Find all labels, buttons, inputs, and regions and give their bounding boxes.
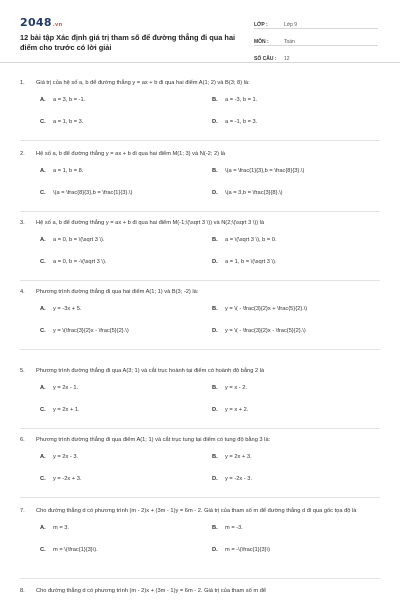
question-number: 6. (20, 437, 25, 443)
option-d[interactable] (212, 476, 252, 482)
logo-text: 2048 (20, 16, 52, 29)
document-header (0, 0, 400, 63)
option-letter: D. (212, 259, 218, 265)
option-text: m = -\(\frac{1}{3}\) (225, 547, 271, 553)
question-divider (20, 497, 380, 498)
question-body: Hệ số a, b để đường thẳng y = ax + b đi qua hai điểm M(1; 3) và N(-2; 2) là (36, 151, 226, 157)
option-text: y = x + 2. (225, 407, 249, 413)
option-letter: B. (212, 97, 218, 103)
option-text: y = 2x + 1. (53, 407, 80, 413)
answer-options (0, 454, 400, 488)
option-letter: B. (212, 306, 218, 312)
option-a[interactable] (40, 385, 78, 391)
option-text: y = \( - \frac{3}{2}x + \frac{5}{2}.\) (225, 306, 308, 312)
question-3 (0, 218, 400, 271)
question-text (20, 149, 372, 159)
option-a[interactable] (40, 168, 83, 174)
question-divider (20, 280, 380, 281)
question-number: 7. (20, 508, 25, 514)
option-letter: C. (40, 476, 46, 482)
question-text (20, 78, 372, 88)
option-letter: C. (40, 328, 46, 334)
question-divider (20, 140, 380, 141)
option-text: y = x - 2. (225, 385, 247, 391)
option-text: a = 0, b = -\(\sqrt 3 \). (53, 259, 107, 265)
option-text: y = \( - \frac{3}{2}x - \frac{5}{2}.\) (225, 328, 306, 334)
meta-value: 12 (284, 56, 290, 62)
option-letter: C. (40, 259, 46, 265)
option-text: a = 3, b = -1. (53, 97, 86, 103)
option-letter: B. (212, 168, 218, 174)
question-8 (0, 586, 400, 596)
question-number: 5. (20, 368, 25, 374)
question-number: 8. (20, 588, 25, 594)
meta-label: MÔN : (254, 39, 269, 45)
question-body: Phương trình đường thẳng đi qua A(3; 1) và cắt trục hoành tại điểm có hoành độ bằng 2 là (36, 368, 265, 374)
option-text: \(a = \frac{1}{3},b = \frac{8}{3}.\) (225, 168, 305, 174)
option-letter: B. (212, 385, 218, 391)
option-letter: A. (40, 385, 46, 391)
option-d[interactable] (212, 259, 277, 265)
option-d[interactable] (212, 407, 248, 413)
option-text: y = 2x - 3. (53, 454, 79, 460)
option-letter: B. (212, 237, 218, 243)
meta-value: Lớp 9 (284, 22, 298, 28)
question-body: Cho đường thẳng d có phương trình (m - 2)x + (3m - 1)y = 6m - 2. Giá trị của tham số m để (36, 588, 267, 594)
question-text (20, 586, 372, 596)
option-b[interactable] (212, 454, 252, 460)
question-2 (0, 149, 400, 202)
option-letter: C. (40, 547, 46, 553)
option-b[interactable] (212, 168, 304, 174)
option-a[interactable] (40, 97, 85, 103)
question-divider (20, 349, 380, 350)
answer-options (0, 237, 400, 271)
meta-row-subject (254, 32, 378, 46)
option-letter: D. (212, 328, 218, 334)
option-text: y = -3x + 5. (53, 306, 82, 312)
option-c[interactable] (40, 328, 129, 334)
option-letter: D. (212, 547, 218, 553)
option-b[interactable] (212, 525, 243, 531)
option-text: a = 0, b = \(\sqrt 3 \). (53, 237, 105, 243)
option-d[interactable] (212, 547, 270, 553)
question-6 (0, 435, 400, 488)
question-text (20, 435, 372, 445)
option-c[interactable] (40, 119, 83, 125)
question-text (20, 366, 372, 376)
option-text: y = -2x + 3. (53, 476, 82, 482)
option-letter: D. (212, 119, 218, 125)
option-b[interactable] (212, 385, 247, 391)
option-text: y = \(\frac{3}{2}x - \frac{5}{2}.\) (53, 328, 129, 334)
option-text: y = 2x + 3. (225, 454, 252, 460)
option-letter: B. (212, 525, 218, 531)
option-letter: A. (40, 454, 46, 460)
option-c[interactable] (40, 476, 81, 482)
option-text: m = -3. (225, 525, 243, 531)
option-letter: A. (40, 168, 46, 174)
option-b[interactable] (212, 97, 257, 103)
option-text: a = 1, b = 8. (53, 168, 84, 174)
option-c[interactable] (40, 259, 106, 265)
meta-label: SỐ CÂU : (254, 56, 277, 62)
option-letter: D. (212, 476, 218, 482)
question-divider (20, 211, 380, 212)
question-text (20, 506, 372, 516)
option-text: y = 2x - 1. (53, 385, 79, 391)
option-text: a = -3, b = 1. (225, 97, 258, 103)
question-1 (0, 78, 400, 131)
option-b[interactable] (212, 306, 307, 312)
question-5 (0, 366, 400, 419)
question-number: 4. (20, 289, 25, 295)
option-letter: A. (40, 525, 46, 531)
option-a[interactable] (40, 525, 69, 531)
meta-row-class (254, 15, 378, 29)
option-letter: D. (212, 190, 218, 196)
option-text: m = \(\frac{1}{3}\). (53, 547, 98, 553)
option-text: m = 3. (53, 525, 69, 531)
option-letter: A. (40, 306, 46, 312)
option-letter: C. (40, 119, 46, 125)
answer-options (0, 97, 400, 131)
option-text: y = -2x - 3. (225, 476, 253, 482)
question-number: 3. (20, 220, 25, 226)
question-body: Phương trình đường thẳng đi qua hai điểm A(1; 1) và B(3; -2) là: (36, 289, 199, 295)
option-a[interactable] (40, 454, 78, 460)
meta-row-question-count (254, 49, 378, 63)
option-text: \(a = 3,b = \frac{3}{8}.\) (225, 190, 283, 196)
document-meta (254, 15, 378, 66)
option-b[interactable] (212, 237, 277, 243)
question-7 (0, 506, 400, 559)
question-body: Hệ số a, b để đường thẳng y = ax + b đi qua hai điểm M(-1;\(\sqrt 3 \)) và N(2;\(\sqrt 3 \)) là (36, 220, 265, 226)
answer-options (0, 306, 400, 340)
question-divider (20, 428, 380, 429)
question-number: 1. (20, 80, 25, 86)
site-logo[interactable] (20, 16, 62, 29)
document-title: 12 bài tập Xác định giá trị tham số để đường thẳng đi qua hai điểm cho trước có lời giải (20, 33, 236, 52)
question-text (20, 218, 372, 228)
question-body: Giá trị của hệ số a, b để đường thẳng y = ax + b đi qua hai điểm A(1; 2) và B(3; 8) là: (36, 80, 250, 86)
option-c[interactable] (40, 547, 98, 553)
option-letter: A. (40, 237, 46, 243)
option-text: a = 1, b = \(\sqrt 3 \). (225, 259, 277, 265)
question-4 (0, 287, 400, 340)
question-body: Phương trình đường thẳng đi qua điểm A(1; 1) và cắt trục tung tại điểm có tung độ bằng 3 là: (36, 437, 271, 443)
option-letter: B. (212, 454, 218, 460)
option-a[interactable] (40, 237, 105, 243)
option-letter: D. (212, 407, 218, 413)
option-letter: C. (40, 407, 46, 413)
option-letter: C. (40, 190, 46, 196)
question-body: Cho đường thẳng d có phương trình (m - 2)x + (3m - 1)y = 6m - 2. Giá trị của tham số m để đường thẳng d đi qua gốc tọa độ là (36, 508, 357, 514)
option-text: a = \(\sqrt 3 \), b = 0. (225, 237, 277, 243)
option-letter: A. (40, 97, 46, 103)
meta-value: Toán (284, 39, 295, 45)
option-d[interactable] (212, 190, 283, 196)
option-c[interactable] (40, 407, 80, 413)
logo-suffix: .vn (52, 22, 63, 28)
option-text: \(a = \frac{8}{3},b = \frac{1}{3}.\) (53, 190, 133, 196)
question-divider (20, 578, 380, 579)
option-text: a = -1, b = 3. (225, 119, 258, 125)
question-text (20, 287, 372, 297)
option-text: a = 1, b = 3. (53, 119, 84, 125)
option-c[interactable] (40, 190, 132, 196)
option-a[interactable] (40, 306, 81, 312)
meta-label: LỚP : (254, 22, 268, 28)
option-d[interactable] (212, 119, 257, 125)
answer-options (0, 525, 400, 559)
answer-options (0, 385, 400, 419)
question-number: 2. (20, 151, 25, 157)
option-d[interactable] (212, 328, 306, 334)
answer-options (0, 168, 400, 202)
